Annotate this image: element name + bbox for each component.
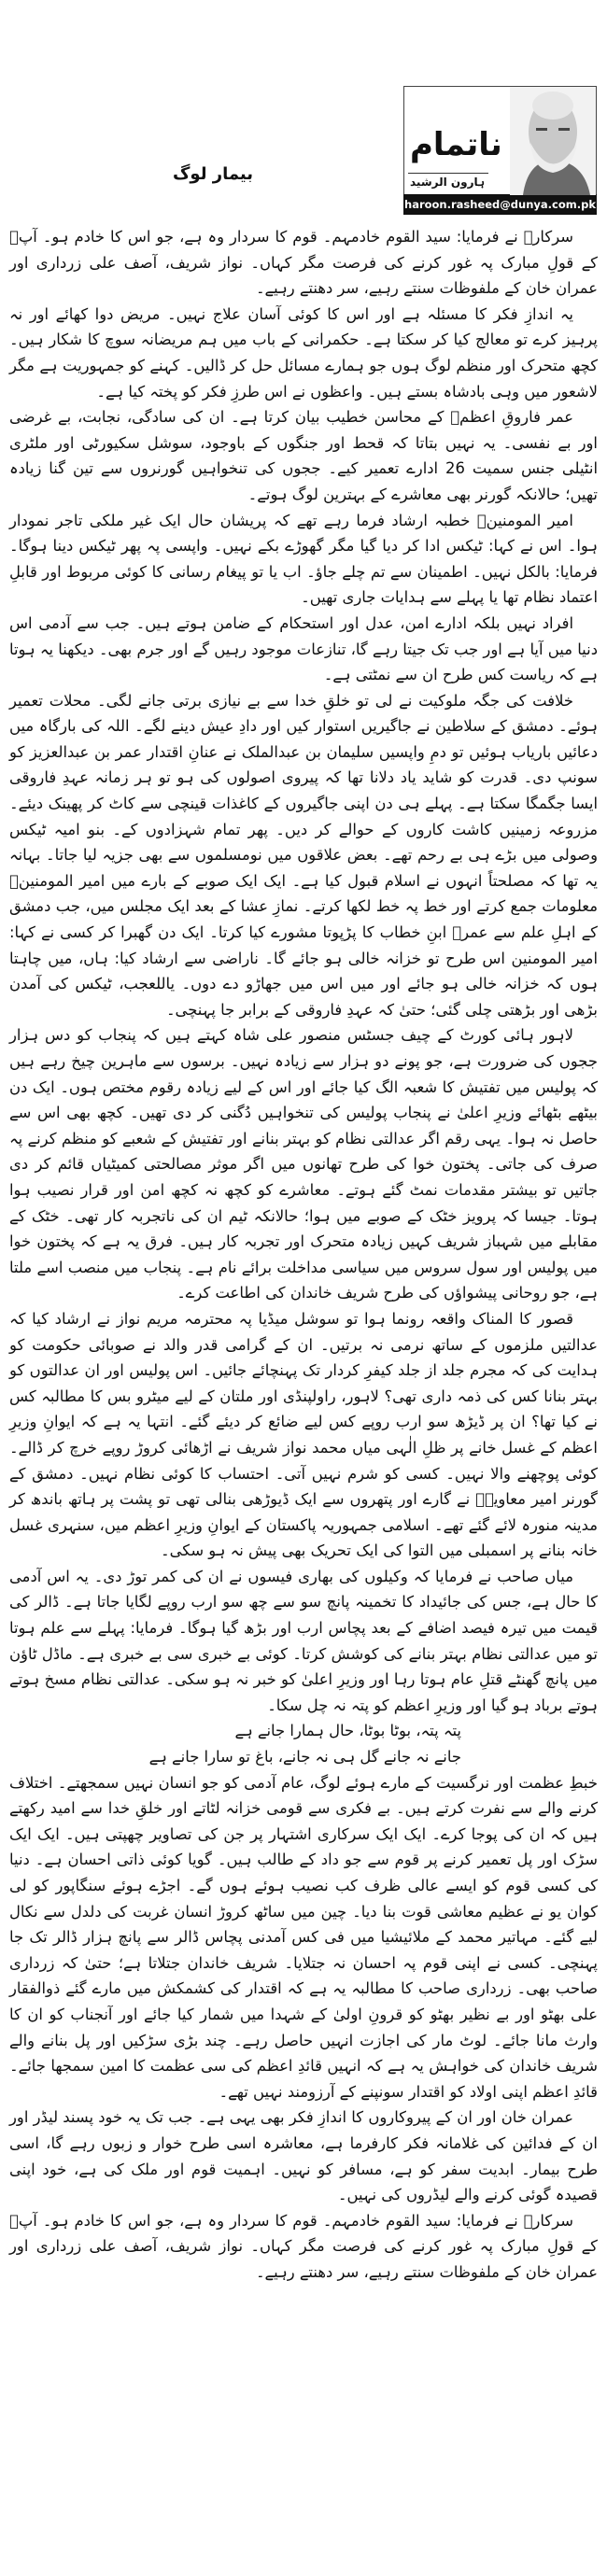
- paragraph: میاں صاحب نے فرمایا کہ وکیلوں کی بھاری فیسوں نے ان کی کمر توڑ دی۔ یہ اس آدمی کا حال ہے، جس کی جائیداد کا تخمینہ پانچ سو سے چھ سو ارب روپے لگایا جاتا ہے۔ ڈالر کی قیمت میں تیرہ فیصد اضافے کے بعد پچاس ارب اور بڑھ گیا ہوگا۔ فرمایا: پہلے سے علم ہوتا تو میں عدالتی نظام بہتر بنانے کی کوشش کرتا۔ کوئی بے خبری سی بے خبری ہے۔ ماڈل ٹاؤن میں پانچ گھنٹے قتلِ عام ہوتا رہا اور وزیرِ اعلیٰ کو خبر نہ ہو سکی۔ عدالتی نظام مسخ ہوتے ہوتے برباد ہو گیا اور وزیرِ اعظم کو پتہ نہ چل سکا۔: [9, 1567, 598, 1714]
- verse-line: پتہ پتہ، بوٹا بوٹا، حال ہمارا جانے ہے: [234, 1722, 461, 1740]
- paragraph: افراد نہیں بلکہ ادارے امن، عدل اور استحکام کے ضامن ہوتے ہیں۔ جب سے آدمی اس دنیا میں آیا ہے اور جب تک جیتا رہے گا، تنازعات موجود رہیں گے اور جرم بھی۔ دیکھنا یہ ہوتا ہے کہ ریاست کس طرح ان سے نمٹتی ہے۔: [9, 613, 598, 684]
- paragraph: لاہور ہائی کورٹ کے چیف جسٹس منصور علی شاہ کہتے ہیں کہ پنجاب کو دس ہزار ججوں کی ضرورت ہے، جو پونے دو ہزار سے زیادہ نہیں۔ برسوں سے ماہرین چیخ رہے ہیں کہ پولیس میں تفتیش کا شعبہ الگ کیا جائے اور اس کے لیے زیادہ رقوم مختص ہوں۔ ایک دن بیٹھے بٹھائے وزیرِ اعلیٰ نے پنجاب پولیس کی تنخواہیں دُگنی کر دی تھیں۔ کچھ بھی اس سے حاصل نہ ہوا۔ یہی رقم اگر عدالتی نظام کو بہتر بنانے اور تفتیش کے شعبے کو منظم کرنے پہ صرف کی جاتی۔ پختون خوا کی طرح تھانوں میں اگر موثر مصالحتی کمیٹیاں قائم کر دی جاتیں تو بیشتر مقدمات نمٹ گئے ہوتے۔ معاشرے کو کچھ نہ کچھ امن اور قرار نصیب ہوا ہوتا۔ جیسا کہ پرویز خٹک کے صوبے میں ہوا؛ حالانکہ ٹیم ان کی ناتجربہ کار تھی۔ خٹک کے مقابلے میں شہباز شریف کہیں زیادہ متحرک اور تجربہ کار ہیں۔ فرق یہ ہے کہ پختون خوا میں پولیس اور سول سروس میں سیاسی مداخلت برائے نام ہے۔ پنجاب میں منصب اسے ملتا ہے، جو روحانی پیشواؤں کی طرح شریف خاندان کی اطاعت کرے۔: [9, 1026, 598, 1302]
- paragraph: خلافت کی جگہ ملوکیت نے لی تو خلقِ خدا سے بے نیازی برتی جانے لگی۔ محلات تعمیر ہوئے۔ دمشق کے سلاطین نے جاگیریں استوار کیں اور دادِ عیش دینے لگے۔ اللہ کی بارگاہ میں دعائیں باریاب ہوئیں تو دمِ واپسیں سلیمان بن عبدالملک نے عنانِ اقتدار عمر بن عبدالعزیز کو سونپ دی۔ قدرت کو شاید یاد دلانا تھا کہ پیروی اصولوں کی ہو تو ہر زمانہ عہدِ فاروقی ایسا جگمگا سکتا ہے۔ پہلے ہی دن اپنی جاگیروں کے کاغذات قینچی سے کاٹ کر پھینک دیئے۔ مزروعہ زمینیں کاشت کاروں کے حوالے کر دیں۔ پھر تمام شہزادوں کے۔ بنو امیہ ٹیکس وصولی میں بڑے ہی بے رحم تھے۔ بعض علاقوں میں نومسلموں سے بھی جزیہ لیا جاتا۔ بہانہ یہ تھا کہ مصلحتاً انہوں نے اسلام قبول کیا ہے۔ ایک ایک صوبے کے بارے میں امیر المومنینؒ معلومات جمع کرتے اور خط پہ خط لکھا کرتے۔ نمازِ عشا کے بعد ایک مجلس میں، جب دمشق کے اہلِ علم سے عمرؓ ابنِ خطاب کا پڑپوتا مشورے کیا کرتا۔ ایک دن گھبرا کر کسی نے کہا: امیر المومنین اس طرح تو خزانہ خالی ہو جائے گا۔ ناراضی سے ارشاد کیا: ہاں، میں چاہتا ہوں کہ خزانہ خالی ہو جائے اور میں اس میں جھاڑو دے دوں۔ یاللعجب، ٹیکس کی آمدن بڑھی اور بڑھتی چلی گئی؛ حتیٰ کہ عہدِ فاروقی کے برابر جا پہنچی۔: [9, 691, 598, 1019]
- paragraph: عمران خان اور ان کے پیروکاروں کا اندازِ فکر بھی یہی ہے۔ جب تک یہ خود پسند لیڈر اور ان کے فدائین کی غلامانہ فکر کارفرما ہے، معاشرہ اسی طرح خوار و زبوں رہے گا، اسی طرح بیمار۔ ابدیت سفر کو ہے، مسافر کو نہیں۔ اہمیت قوم اور ملک کی ہے، خود اپنی قصیدہ گوئی کرنے والے لیڈروں کی نہیں۔: [9, 2108, 598, 2204]
- article-title: بیمار لوگ: [173, 164, 254, 184]
- author-email: haroon.rasheed@dunya.com.pk: [403, 194, 597, 215]
- paragraph: سرکارؐ نے فرمایا: سید القوم خادمہم۔ قوم کا سردار وہ ہے، جو اس کا خادم ہو۔ آپؐ کے قولِ مبارک پہ غور کرنے کی فرصت مگر کہاں۔ نواز شریف، آصف علی زرداری اور عمران خان کے ملفوظات سنتے رہیے، سر دھنتے رہیے۔: [9, 228, 598, 298]
- verse-line: جانے نہ جانے گل ہی نہ جانے، باغ تو سارا جانے ہے: [148, 1748, 461, 1767]
- paragraph: قصور کا المناک واقعہ رونما ہوا تو سوشل میڈیا پہ محترمہ مریم نواز نے ارشاد کیا کہ عدالتیں ملزموں کے ساتھ نرمی نہ برتیں۔ ان کے گرامی قدر والد نے صوبائی حکومت کو ہدایت کی کہ مجرم جلد از جلد کیفرِ کردار تک پہنچائے جائیں۔ اس پولیس اور ان عدالتوں کو بہتر بنانا کس کی ذمہ داری تھی؟ لاہور، راولپنڈی اور ملتان کے لیے میٹرو بس کا مطالبہ کس نے کیا تھا؟ ان پر ڈیڑھ سو ارب روپے کس لیے ضائع کر دیئے گئے۔ انتہا یہ ہے کہ ایوانِ وزیرِ اعظم کے غسل خانے پر ظلِ الٰہی میاں محمد نواز شریف نے اڑھائی کروڑ روپے خرچ کر ڈالے۔ کوئی پوچھنے والا نہیں۔ کسی کو شرم نہیں آتی۔ احتساب کا کوئی نظام نہیں۔ دمشق کے گورنر امیر معاویہؓ نے گارے اور پتھروں سے ایک ڈیوڑھی بنالی تھی تو پشت پر ہاتھ باندھ کر مدینہ منورہ لائے گئے تھے۔ اسلامی جمہوریہ پاکستان کے ایوانِ وزیرِ اعظم میں، سنہری غسل خانہ بنانے پر اسمبلی میں التوا کی ایک تحریک بھی پیش نہ ہو سکی۔: [9, 1309, 598, 1560]
- author-name: ہارون الرشید: [410, 176, 486, 189]
- author-portrait: [510, 87, 596, 195]
- paragraph: خبطِ عظمت اور نرگسیت کے مارے ہوئے لوگ، عام آدمی کو جو انسان نہیں سمجھتے۔ اختلاف کرنے والے سے نفرت کرتے ہیں۔ بے فکری سے قومی خزانہ لٹاتے اور خلقِ خدا سے امید رکھتے ہیں کہ ان کی پوجا کرے۔ ایک ایک سرکاری اشتہار پر جن کی تصاویر چھپتی ہیں۔ ایک ایک سڑک اور پل تعمیر کرنے پر قوم سے جو داد کے طالب ہیں۔ گویا کوئی ذاتی احسان ہے۔ دنیا کی کسی قوم کو ایسے عالی ظرف کب نصیب ہوئے ہوں گے۔ اجڑے ہوئے سنگاپور کو لی کوان یو نے عظیم معاشی قوت بنا دیا۔ چین میں ساٹھ کروڑ انسان غربت کی دلدل سے نکال لیے گئے۔ مہاتیر محمد کے ملائیشیا میں فی کس آمدنی پچاس ڈالر سے پانچ ہزار ڈالر تک جا پہنچی۔ کسی نے اپنی قوم پہ احسان نہ جتلایا۔ شریف خاندان جتلاتا ہے؛ حتیٰ کہ زرداری صاحب بھی۔ زرداری صاحب کا مطالبہ یہ ہے کہ اقتدار کی کشمکش میں مارے گئے ذوالفقار علی بھٹو اور بے نظیر بھٹو کو قرونِ اولیٰ کے شہدا میں شمار کیا جائے اور آنجناب کو ان کا وارث مانا جائے۔ لوٹ مار کی اجازت انہیں حاصل رہے۔ چند بڑی سڑکیں اور پل بنانے والے شریف خاندان کی خواہش یہ ہے کہ انہیں قائدِ اعظم کی سی عظمت کا امین سمجھا جائے۔ قائدِ اعظم اپنی اولاد کو اقتدار سونپنے کے آرزومند نہیں تھے۔: [9, 1773, 598, 2101]
- paragraph: امیر المومنینؓ خطبہ ارشاد فرما رہے تھے کہ پریشان حال ایک غیر ملکی تاجر نمودار ہوا۔ اس نے کہا: ٹیکس ادا کر دیا گیا مگر گھوڑے بکے نہیں۔ واپسی پہ پھر ٹیکس دینا ہوگا۔ فرمایا: بالکل نہیں۔ اطمینان سے تم چلے جاؤ۔ اب یا تو پیغام رسانی کا کوئی مربوط اور قابلِ اعتماد نظام تھا یا پہلے سے ہدایات جاری تھیں۔: [9, 511, 598, 607]
- divider: [408, 173, 488, 174]
- paragraph: سرکارؐ نے فرمایا: سید القوم خادمہم۔ قوم کا سردار وہ ہے، جو اس کا خادم ہو۔ آپؐ کے قولِ مبارک پہ غور کرنے کی فرصت مگر کہاں۔ نواز شریف، آصف علی زرداری اور عمران خان کے ملفوظات سنتے رہیے، سر دھنتے رہیے۔: [9, 2211, 598, 2281]
- column-header: [403, 86, 597, 196]
- paragraph: عمر فاروقِ اعظمؓ کے محاسن خطیب بیان کرتا ہے۔ ان کی سادگی، نجابت، بے غرضی اور بے نفسی۔ یہ نہیں بتاتا کہ قحط اور جنگوں کے باوجود، سوشل سکیورٹی اور ملٹری انٹیلی جنس سمیت 26 ادارے تعمیر کیے۔ ججوں کی تنخواہیں گورنروں سے تین گنا زیادہ تھیں؛ حالانکہ گورنر بھی معاشرے کے بہترین لوگ ہوتے۔: [9, 408, 598, 503]
- article-body: [9, 224, 598, 2286]
- paragraph: یہ اندازِ فکر کا مسئلہ ہے اور اس کا کوئی آسان علاج نہیں۔ مریض دوا کھائے اور نہ پرہیز کرے تو معالج کیا کر سکتا ہے۔ حکمرانی کے باب میں ہم مریضانہ سوچ کا شکار ہیں۔ کچھ متحرک اور منظم لوگ ہوں جو ہمارے مسائل حل کر ڈالیں۔ کہنے کو جمہوریت ہے مگر لاشعور میں وہی بادشاہ بستے ہیں۔ واعظوں نے اس طرزِ فکر کو پختہ کیا ہے۔: [9, 304, 598, 401]
- column-name: ناتمام: [410, 126, 502, 163]
